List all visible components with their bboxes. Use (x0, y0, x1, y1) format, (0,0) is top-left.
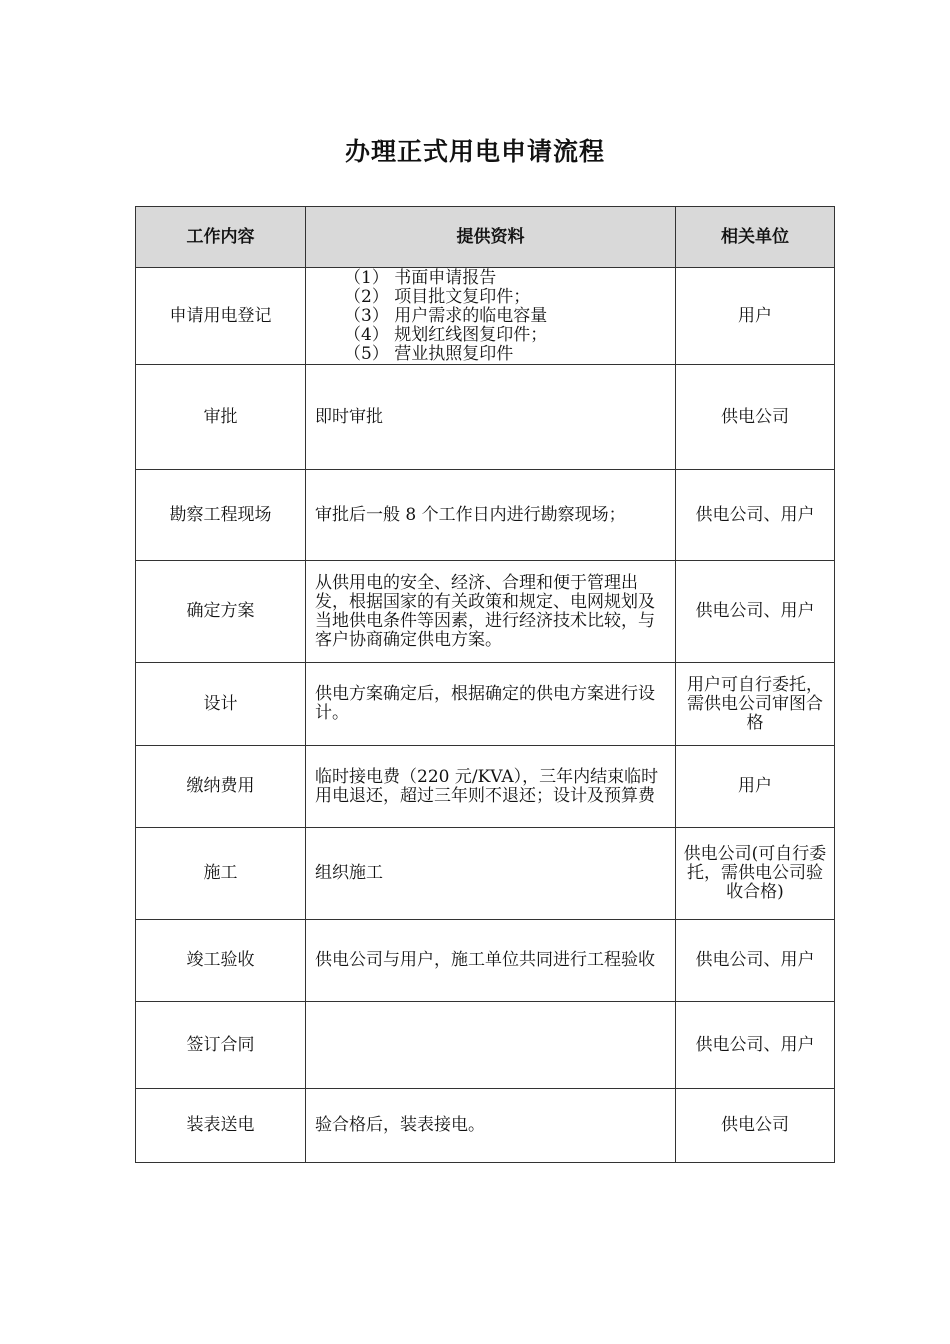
table-row (136, 365, 835, 470)
unit-cell: 用户可自行委托，需供电公司审图合格 (676, 663, 835, 746)
materials-cell: 临时接电费（220 元/KVA），三年内结束临时用电退还，超过三年则不退还；设计及预算费 (306, 746, 676, 828)
table-row (136, 561, 835, 663)
process-table (135, 206, 835, 1163)
header-task: 工作内容 (136, 207, 306, 268)
unit-cell: 供电公司 (676, 365, 835, 470)
materials-cell: 验合格后，装表接电。 (306, 1089, 676, 1163)
list-item: （3） 用户需求的临电容量 (344, 305, 548, 326)
materials-cell: 即时审批 (306, 365, 676, 470)
task-cell: 设计 (136, 663, 306, 746)
table-row (136, 920, 835, 1002)
table-row (136, 1089, 835, 1163)
list-item: （2） 项目批文复印件； (344, 286, 531, 307)
task-cell: 勘察工程现场 (136, 470, 306, 561)
unit-cell: 供电公司、用户 (676, 561, 835, 663)
unit-cell: 用户 (676, 746, 835, 828)
task-cell: 申请用电登记 (136, 268, 306, 365)
task-cell: 竣工验收 (136, 920, 306, 1002)
task-cell: 施工 (136, 828, 306, 920)
header-unit: 相关单位 (676, 207, 835, 268)
materials-cell: 供电公司与用户，施工单位共同进行工程验收 (306, 920, 676, 1002)
table-row (136, 268, 835, 365)
table-row (136, 663, 835, 746)
unit-cell: 供电公司、用户 (676, 470, 835, 561)
header-materials: 提供资料 (306, 207, 676, 268)
table-row (136, 1002, 835, 1089)
materials-cell (306, 268, 676, 365)
materials-cell: 从供用电的安全、经济、合理和便于管理出发，根据国家的有关政策和规定、电网规划及当地供电条件等因素，进行经济技术比较，与客户协商确定供电方案。 (306, 561, 676, 663)
task-cell: 签订合同 (136, 1002, 306, 1089)
materials-cell: 组织施工 (306, 828, 676, 920)
list-item: （5） 营业执照复印件 (344, 343, 514, 364)
unit-cell: 供电公司 (676, 1089, 835, 1163)
task-cell: 缴纳费用 (136, 746, 306, 828)
table-header-row (136, 207, 835, 268)
materials-cell: 供电方案确定后，根据确定的供电方案进行设计。 (306, 663, 676, 746)
materials-cell: 审批后一般 8 个工作日内进行勘察现场； (306, 470, 676, 561)
materials-list (344, 269, 675, 364)
task-cell: 审批 (136, 365, 306, 470)
table-row (136, 470, 835, 561)
task-cell: 装表送电 (136, 1089, 306, 1163)
materials-cell (306, 1002, 676, 1089)
unit-cell: 供电公司(可自行委托，需供电公司验收合格) (676, 828, 835, 920)
table-row (136, 828, 835, 920)
list-item: （4） 规划红线图复印件； (344, 324, 548, 345)
table-row (136, 746, 835, 828)
task-cell: 确定方案 (136, 561, 306, 663)
unit-cell: 用户 (676, 268, 835, 365)
list-item: （1） 书面申请报告 (344, 267, 497, 288)
unit-cell: 供电公司、用户 (676, 920, 835, 1002)
page-title: 办理正式用电申请流程 (344, 137, 605, 166)
unit-cell: 供电公司、用户 (676, 1002, 835, 1089)
